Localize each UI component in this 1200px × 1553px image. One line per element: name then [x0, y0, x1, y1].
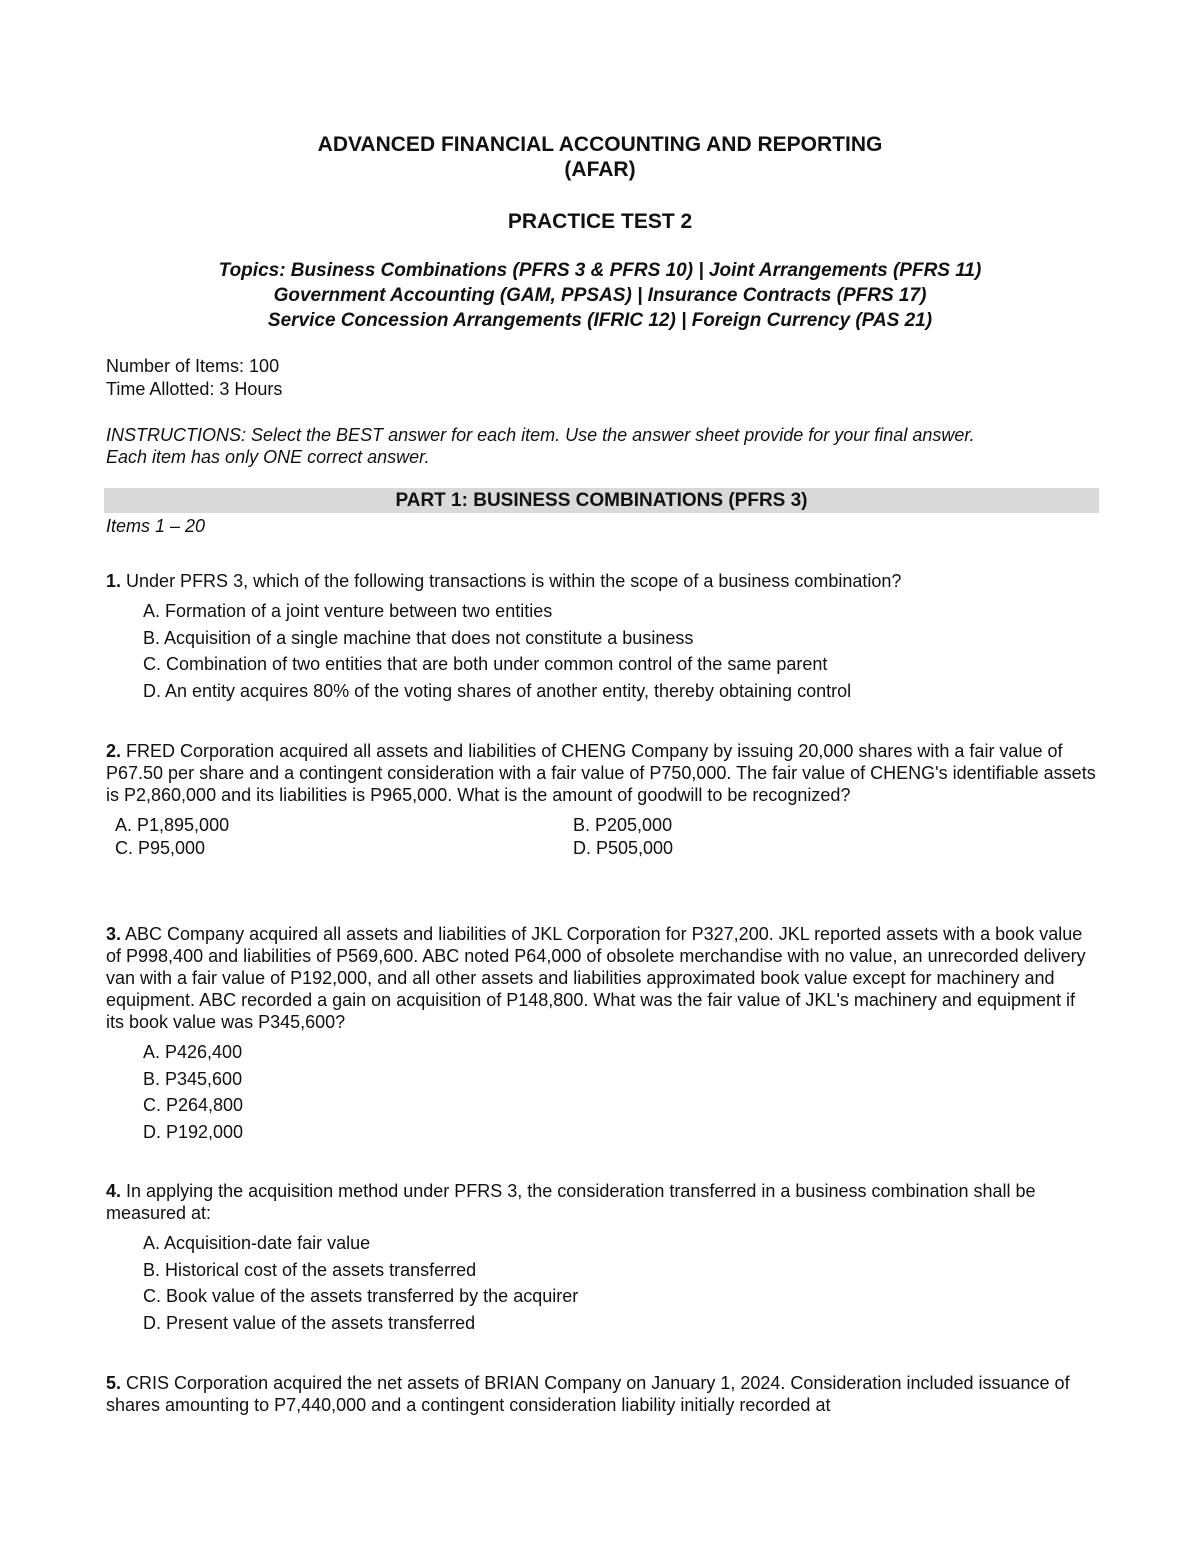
document-title	[0, 132, 1200, 182]
question-number: 3.	[106, 924, 122, 944]
items-range: Items 1 – 20	[106, 516, 206, 536]
title-line-2: (AFAR)	[564, 158, 636, 181]
question-stem	[106, 570, 1096, 592]
option-c[interactable]: C. Book value of the assets transferred by the acquirer	[143, 1286, 579, 1306]
option-list	[106, 1039, 1096, 1145]
option-d[interactable]: D. P505,000	[573, 838, 674, 858]
number-of-items: Number of Items: 100	[106, 356, 280, 376]
question-text: CRIS Corporation acquired the net assets of BRIAN Company on January 1, 2024. Consideration included issuance of shares amounting to P7,440,000 and a contingent consideration liability initially recorded at	[106, 1373, 1070, 1415]
question-number: 4.	[106, 1181, 122, 1201]
question-stem	[106, 1372, 1096, 1416]
option-b[interactable]: B. P345,600	[143, 1068, 243, 1089]
question-stem	[106, 1180, 1096, 1224]
option-c[interactable]: C. Combination of two entities that are both under common control of the same parent	[143, 654, 828, 674]
question-stem	[106, 740, 1096, 806]
option-d[interactable]: D. Present value of the assets transferred	[143, 1312, 476, 1333]
part-heading: PART 1: BUSINESS COMBINATIONS (PFRS 3)	[104, 488, 1099, 513]
option-b[interactable]: B. Acquisition of a single machine that does not constitute a business	[143, 627, 694, 648]
option-b[interactable]: B. P205,000	[573, 815, 673, 835]
option-a[interactable]: A. Acquisition-date fair value	[143, 1233, 371, 1253]
question-text: In applying the acquisition method under PFRS 3, the consideration transferred in a business combination shall be measured at:	[106, 1181, 1036, 1223]
option-a[interactable]: A. Formation of a joint venture between two entities	[143, 601, 553, 621]
instructions-line-1: INSTRUCTIONS: Select the BEST answer for each item. Use the answer sheet provide for your final answer.	[106, 425, 975, 445]
instructions-line-2: Each item has only ONE correct answer.	[106, 447, 430, 467]
question-1	[106, 570, 1096, 704]
question-2	[106, 740, 1096, 862]
option-c[interactable]: C. P264,800	[143, 1095, 244, 1115]
test-meta	[106, 355, 282, 401]
instructions	[106, 424, 1106, 468]
option-grid	[106, 814, 1096, 862]
question-5	[106, 1372, 1096, 1416]
question-text: Under PFRS 3, which of the following transactions is within the scope of a business combination?	[126, 571, 902, 591]
option-a[interactable]: A. P1,895,000	[115, 815, 230, 835]
option-a[interactable]: A. P426,400	[143, 1042, 243, 1062]
question-3	[106, 923, 1096, 1145]
topics-line-3: Service Concession Arrangements (IFRIC 12) | Foreign Currency (PAS 21)	[267, 310, 933, 331]
option-list	[106, 1230, 1096, 1336]
question-number: 2.	[106, 741, 122, 761]
option-b[interactable]: B. Historical cost of the assets transferred	[143, 1259, 477, 1280]
question-stem	[106, 923, 1096, 1033]
time-allotted: Time Allotted: 3 Hours	[106, 379, 283, 399]
option-c[interactable]: C. P95,000	[115, 838, 206, 858]
test-name: PRACTICE TEST 2	[507, 210, 693, 233]
question-text: FRED Corporation acquired all assets and liabilities of CHENG Company by issuing 20,000 shares with a fair value of P67.50 per share and a contingent consideration with a fair value of P750,000. The fair value of CHENG's identifiable assets is P2,860,000 and its liabilities is P965,000. What is the amount of goodwill to be recognized?	[106, 741, 1096, 805]
title-line-1: ADVANCED FINANCIAL ACCOUNTING AND REPORTING	[317, 133, 883, 156]
question-text: ABC Company acquired all assets and liabilities of JKL Corporation for P327,200. JKL reported assets with a book value of P998,400 and liabilities of P569,600. ABC noted P64,000 of obsolete merchandise with no value, an unrecorded delivery van with a fair value of P192,000, and all other assets and liabilities approximated book value except for machinery and equipment. ABC recorded a gain on acquisition of P148,800. What was the fair value of JKL's machinery and equipment if its book value was P345,600?	[106, 924, 1086, 1032]
question-number: 5.	[106, 1373, 122, 1393]
option-d[interactable]: D. P192,000	[143, 1121, 244, 1142]
option-d[interactable]: D. An entity acquires 80% of the voting shares of another entity, thereby obtaining control	[143, 680, 852, 701]
option-list	[106, 598, 1096, 704]
topics-line-2: Government Accounting (GAM, PPSAS) | Insurance Contracts (PFRS 17)	[273, 285, 927, 306]
topics-line-1: Topics: Business Combinations (PFRS 3 & PFRS 10) | Joint Arrangements (PFRS 11)	[218, 260, 982, 281]
question-4	[106, 1180, 1096, 1336]
question-number: 1.	[106, 571, 122, 591]
topics-block	[0, 258, 1200, 333]
